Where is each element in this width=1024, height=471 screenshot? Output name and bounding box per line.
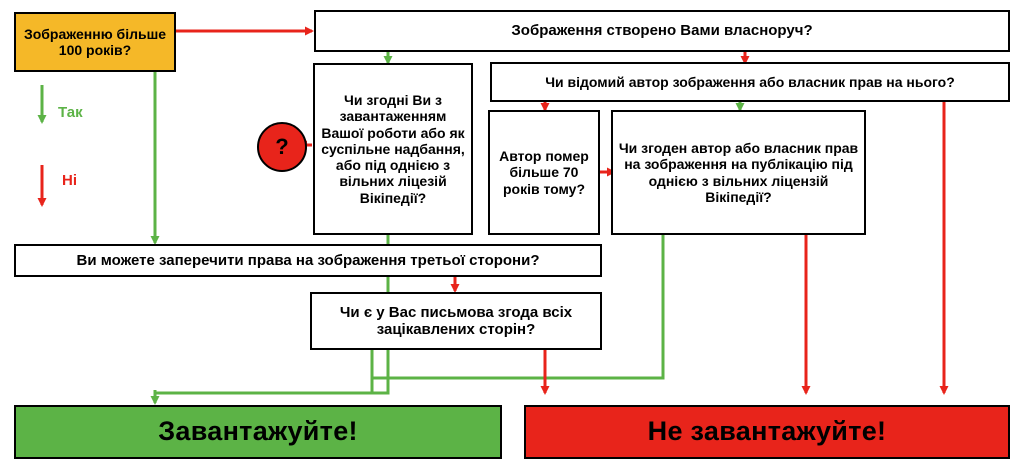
- node-label: Ви можете заперечити права на зображення третьої сторони?: [76, 251, 540, 269]
- node-author-known[interactable]: [490, 62, 1010, 102]
- node-label: Не завантажуйте!: [647, 416, 887, 447]
- legend-no-label: Ні: [62, 172, 77, 189]
- node-label: Автор помер більше 70 років тому?: [499, 148, 589, 197]
- result-upload[interactable]: [14, 405, 502, 459]
- node-agree-free-license-upload[interactable]: [313, 63, 473, 235]
- legend-yes-label: Так: [58, 104, 83, 121]
- question-mark-label: ?: [275, 134, 289, 159]
- node-label: Чи згодні Ви з завантаженням Вашої роботи або як суспільне надбання, або під однією з вільних ліцезій Вікіпедії?: [321, 92, 465, 206]
- node-own-work[interactable]: [314, 10, 1010, 52]
- node-label: Зображенню більше 100 років?: [23, 25, 167, 58]
- node-label: Чи відомий автор зображення або власник прав на нього?: [545, 73, 955, 90]
- node-label: Завантажуйте!: [158, 416, 358, 447]
- node-image-older-than-100-years[interactable]: [14, 12, 176, 72]
- node-author-agrees-free-license[interactable]: [611, 110, 866, 235]
- node-author-died-70-years[interactable]: [488, 110, 600, 235]
- node-label: Чи є у Вас письмова згода всіх зацікавлених сторін?: [339, 303, 573, 338]
- node-written-consent[interactable]: [310, 292, 602, 350]
- node-label: Зображення створено Вами власноруч?: [511, 22, 813, 40]
- question-mark-icon: [257, 122, 307, 172]
- node-label: Чи згоден автор або власник прав на зображення на публікацію під однією з вільних ліцензій Вікіпедії?: [618, 140, 859, 205]
- result-dont-upload[interactable]: [524, 405, 1010, 459]
- node-third-party-rights[interactable]: [14, 244, 602, 277]
